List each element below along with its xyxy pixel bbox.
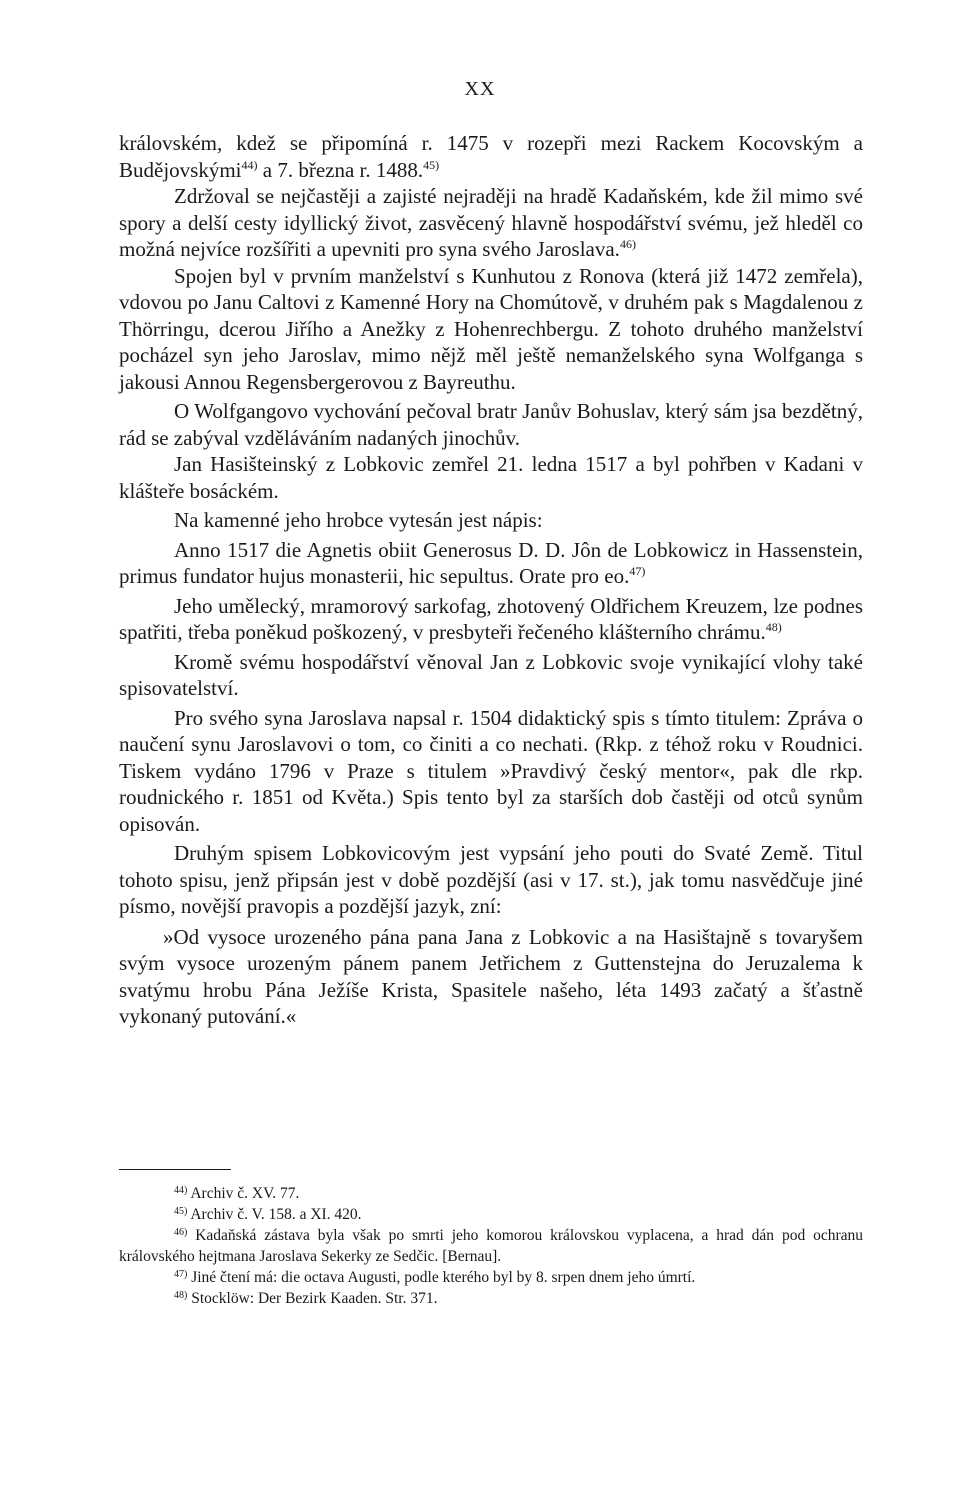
footnote-ref-47: 47)	[629, 564, 646, 578]
paragraph-3: Spojen byl v prvním manželství s Kunhutou z Ronova (která již 1472 zemřela), vdovou po Janu Caltovi z Kamenné Hory na Chomútově, v druhém pak s Magdalenou z Thörringu, dcerou Jiřího a Anežky z Hohenrechbergu. Z tohoto druhého manželství pocházel syn jeho Jaroslav, mimo nějž měl ještě nemanželského syna Wolfganga s jakousi Annou Regensbergerovou z Bayreuthu.	[119, 263, 863, 394]
footnote-ref-46: 46)	[619, 237, 636, 251]
paragraph-2: Zdržoval se nejčastěji a zajisté nejraději na hradě Kadaňském, kde žil mimo své spory a delší cesty idyllický život, zasvěcený hlavně hospodářství svému, jež hleděl co možná nejvíce rozšířiti a upevniti pro syna svého Jaroslava.$^{46)}$	[119, 184, 863, 261]
paragraph-5: Jan Hasišteinský z Lobkovic zemřel 21. ledna 1517 a byl pohřben v Kadani v klášteře bosáckém.	[119, 452, 863, 503]
footnote-ref-45: 45)	[423, 157, 440, 172]
footnote-ref-48: 48)	[765, 620, 782, 634]
footnote-divider	[119, 1169, 231, 1170]
paragraph-11: Druhým spisem Lobkovicovým jest vypsání jeho pouti do Svaté Země. Titul tohoto spisu, jenž připsán jest v době pozdější (asi v 17. st.), jak tomu nasvědčuje jiné písmo, novější pravopis a pozdější jazyk, zní:	[119, 841, 863, 918]
paragraph-8: Jeho umělecký, mramorový sarkofag, zhotovený Oldřichem Kreuzem, lze podnes spatřiti, třeba poněkud poškozený, v presbyteři řečeného klášterního chrámu.$^{48)}$	[119, 593, 863, 644]
body-text	[119, 130, 863, 1030]
paragraph-6: Na kamenné jeho hrobce vytesán jest nápis:	[174, 508, 543, 532]
footnote-48: $^{48)}$ Stocklöw: Der Bezirk Kaaden. Str. 371.	[174, 1290, 438, 1307]
footnote-47: $^{47)}$ Jiné čtení má: die octava Augusti, podle kterého byl by 8. srpen dnem jeho úmrtí.	[174, 1269, 696, 1286]
page-number: XX	[464, 78, 496, 100]
footnote-45: $^{45)}$ Archiv č. V. 158. a XI. 420.	[174, 1206, 362, 1223]
footnote-ref-44: 44)	[241, 157, 258, 172]
paragraph-7: Anno 1517 die Agnetis obiit Generosus D. D. Jôn de Lobkowicz in Hassenstein, primus fundator hujus monasterii, hic sepultus. Orate pro eo.$^{47)}$	[119, 537, 863, 588]
paragraph-12-quote: »Od vysoce urozeného pána pana Jana z Lobkovic a na Hasištajně s tovaryšem svým vysoce urozeným pánem panem Jetřichem z Guttenstejna do Jeruzalema k svatýmu hrobu Pána Ježíše Krista, Spasitele našeho, léta 1493 začatý a šťastně vykonaný putování.«	[119, 924, 863, 1028]
footnote-44: $^{44)}$ Archiv č. XV. 77.	[174, 1185, 300, 1202]
paragraph-1: královském, kdež se připomíná r. 1475 v rozepři mezi Rackem Kocovským a Budějovskými$^{44)}$ a 7. března r. 1488.$^{45)}$	[119, 131, 863, 182]
paragraph-10: Pro svého syna Jaroslava napsal r. 1504 didaktický spis s tímto titulem: Zpráva o naučení synu Jaroslavovi o tom, co činiti a co nechati. (Rkp. z téhož roku v Roudnici. Tiskem vydáno 1796 v Praze s titulem »Pravdivý český mentor«, pak dle rkp. roudnického r. 1851 od Květa.) Spis tento byl za starších dob častěji od otců synům opisován.	[119, 705, 863, 836]
footnote-46: $^{46)}$ Kadaňská zástava byla však po smrti jeho komorou královskou vyplacena, a hrad dán pod ochranu královského hejtmana Jaroslava Sekerky ze Sedčic. [Bernau].	[119, 1227, 863, 1265]
footnotes	[119, 1183, 863, 1309]
paragraph-4: O Wolfgangovo vychování pečoval bratr Janův Bohuslav, který sám jsa bezdětný, rád se zabýval vzděláváním nadaných jinochův.	[119, 399, 863, 450]
paragraph-9: Kromě svému hospodářství věnoval Jan z Lobkovic svoje vynikající vlohy také spisovatelství.	[119, 649, 863, 700]
